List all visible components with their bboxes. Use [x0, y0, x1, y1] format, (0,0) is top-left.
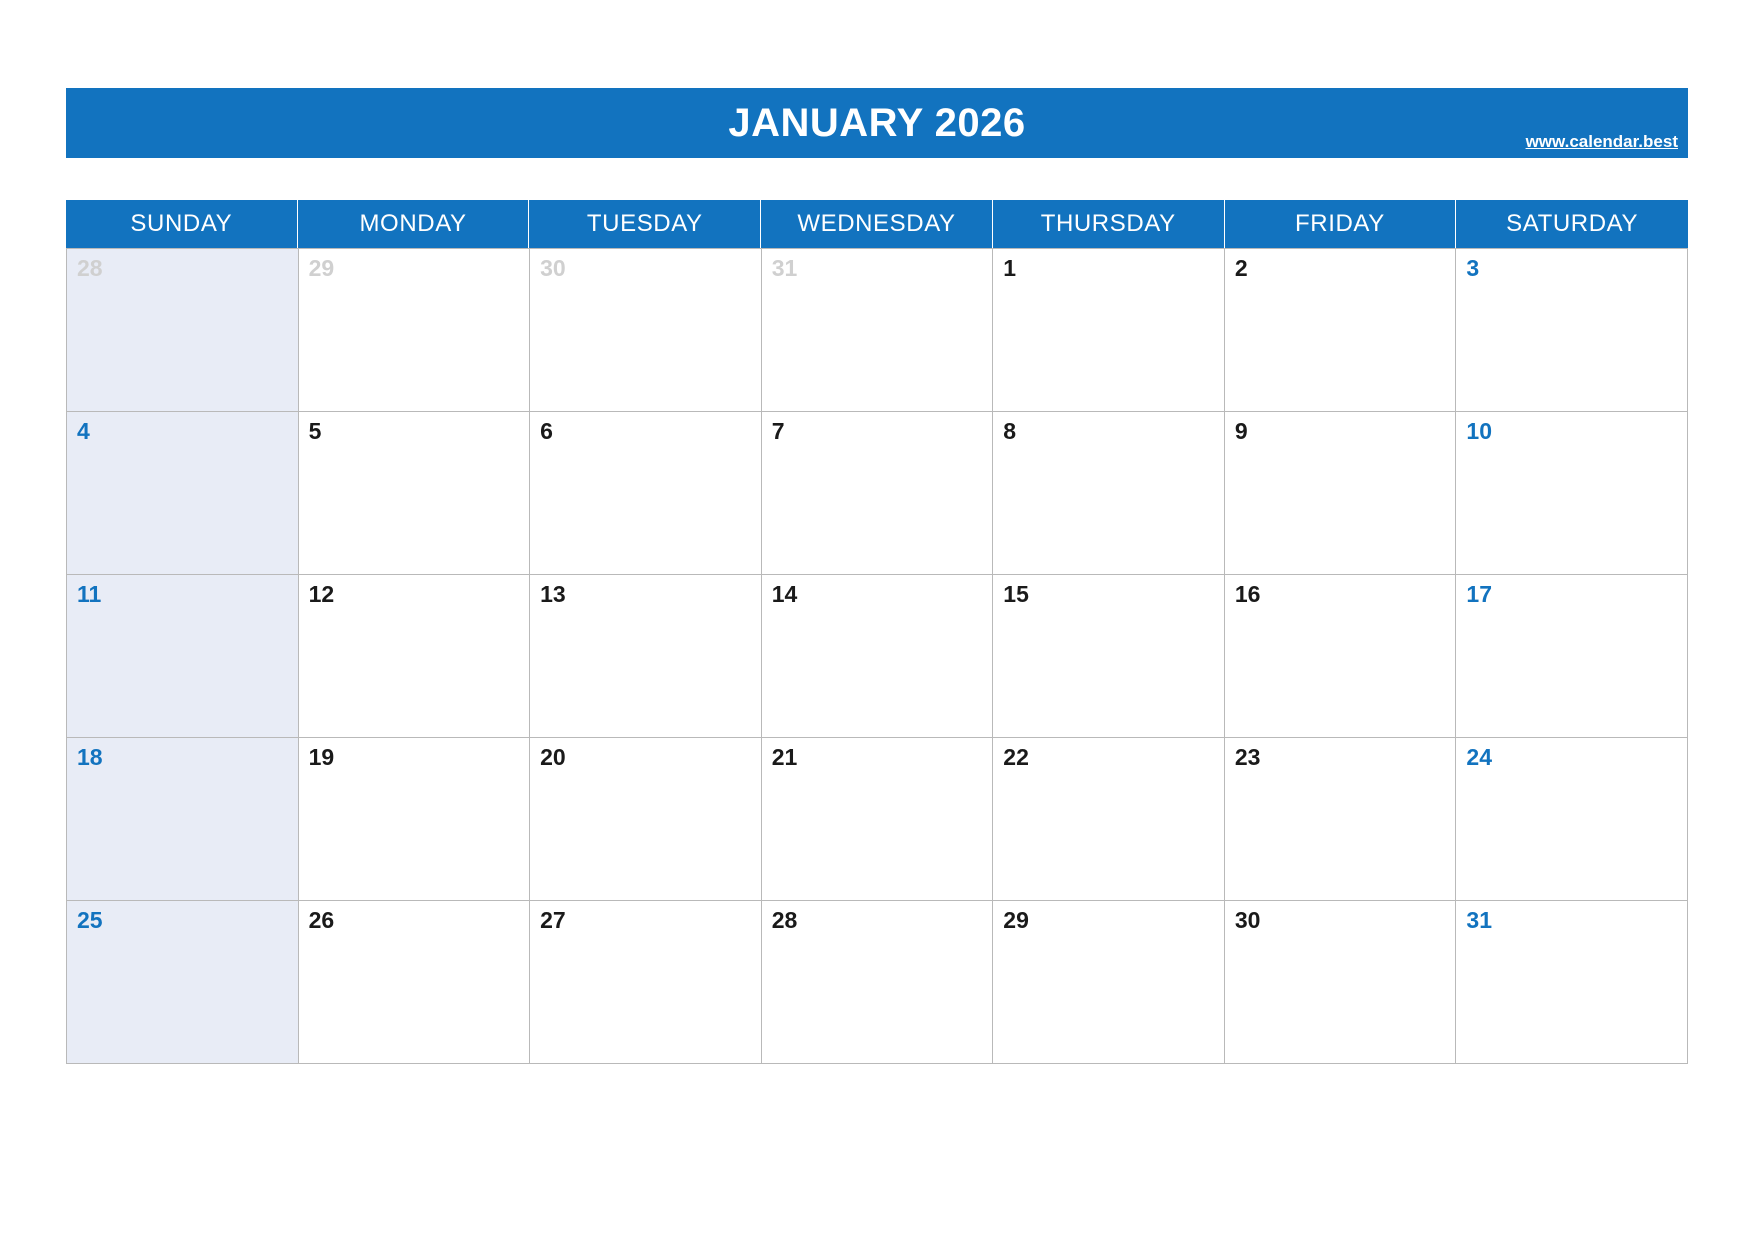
page-title: JANUARY 2026 — [728, 100, 1026, 145]
day-cell[interactable] — [299, 249, 531, 412]
day-number: 24 — [1466, 744, 1493, 770]
calendar-title-bar — [66, 88, 1688, 158]
day-cell[interactable] — [67, 901, 299, 1064]
day-number: 6 — [540, 418, 553, 444]
day-number: 17 — [1466, 581, 1493, 607]
day-number: 4 — [77, 418, 90, 444]
day-number: 18 — [77, 744, 103, 770]
day-cell[interactable] — [530, 249, 762, 412]
day-cell[interactable] — [1225, 412, 1457, 575]
day-number: 19 — [308, 744, 335, 770]
day-number: 30 — [1234, 907, 1261, 933]
day-cell[interactable] — [762, 249, 994, 412]
day-cell[interactable] — [762, 575, 994, 738]
day-cell[interactable] — [993, 249, 1225, 412]
day-cell[interactable] — [1456, 901, 1688, 1064]
day-cell[interactable] — [1456, 412, 1688, 575]
day-cell[interactable] — [762, 901, 994, 1064]
day-cell[interactable] — [1225, 249, 1457, 412]
day-number: 10 — [1466, 418, 1493, 444]
day-number: 31 — [1466, 907, 1493, 933]
website-link[interactable]: www.calendar.best — [1525, 132, 1678, 151]
day-number: 25 — [77, 907, 103, 933]
day-number: 9 — [1234, 418, 1248, 444]
day-cell[interactable] — [67, 738, 299, 901]
day-cell[interactable] — [1225, 738, 1457, 901]
weekday-header-tuesday: TUESDAY — [529, 200, 761, 248]
monthly-calendar — [66, 88, 1688, 1064]
day-number: 27 — [540, 907, 566, 933]
day-number: 23 — [1234, 744, 1261, 770]
day-number: 29 — [1003, 907, 1029, 933]
day-number: 13 — [540, 581, 566, 607]
day-number: 5 — [308, 418, 322, 444]
weekday-header-wednesday: WEDNESDAY — [761, 200, 993, 248]
day-number: 26 — [308, 907, 335, 933]
day-cell[interactable] — [1225, 901, 1457, 1064]
day-number: 28 — [771, 907, 798, 933]
day-number: 15 — [1003, 581, 1029, 607]
day-cell[interactable] — [993, 412, 1225, 575]
day-number: 22 — [1003, 744, 1029, 770]
day-number: 21 — [771, 744, 798, 770]
day-cell[interactable] — [67, 412, 299, 575]
day-cell[interactable] — [299, 575, 531, 738]
day-cell[interactable] — [530, 738, 762, 901]
days-grid — [66, 248, 1688, 1064]
day-cell[interactable] — [762, 738, 994, 901]
day-cell[interactable] — [530, 412, 762, 575]
day-cell[interactable] — [1456, 575, 1688, 738]
day-number: 7 — [771, 418, 785, 444]
day-number: 11 — [77, 581, 102, 607]
day-cell[interactable] — [530, 901, 762, 1064]
weekday-header-row — [66, 200, 1688, 248]
day-number: 14 — [771, 581, 798, 607]
day-cell[interactable] — [299, 901, 531, 1064]
day-number: 1 — [1003, 255, 1017, 281]
day-number: 20 — [540, 744, 566, 770]
day-number: 28 — [77, 255, 103, 281]
day-cell[interactable] — [1456, 738, 1688, 901]
weekday-header-thursday: THURSDAY — [993, 200, 1225, 248]
day-cell[interactable] — [993, 901, 1225, 1064]
day-cell[interactable] — [762, 412, 994, 575]
day-number: 31 — [771, 255, 798, 281]
weekday-header-sunday: SUNDAY — [66, 200, 298, 248]
day-cell[interactable] — [67, 575, 299, 738]
day-cell[interactable] — [530, 575, 762, 738]
day-cell[interactable] — [1456, 249, 1688, 412]
day-number: 12 — [308, 581, 335, 607]
day-cell[interactable] — [1225, 575, 1457, 738]
day-cell[interactable] — [993, 575, 1225, 738]
day-number: 3 — [1466, 255, 1480, 281]
day-cell[interactable] — [67, 249, 299, 412]
day-number: 8 — [1003, 418, 1017, 444]
day-number: 29 — [308, 255, 335, 281]
day-number: 30 — [540, 255, 566, 281]
day-number: 2 — [1234, 255, 1248, 281]
day-cell[interactable] — [993, 738, 1225, 901]
day-cell[interactable] — [299, 738, 531, 901]
day-number: 16 — [1234, 581, 1261, 607]
weekday-header-monday: MONDAY — [298, 200, 530, 248]
weekday-header-friday: FRIDAY — [1225, 200, 1457, 248]
weekday-header-saturday: SATURDAY — [1506, 210, 1639, 237]
day-cell[interactable] — [299, 412, 531, 575]
